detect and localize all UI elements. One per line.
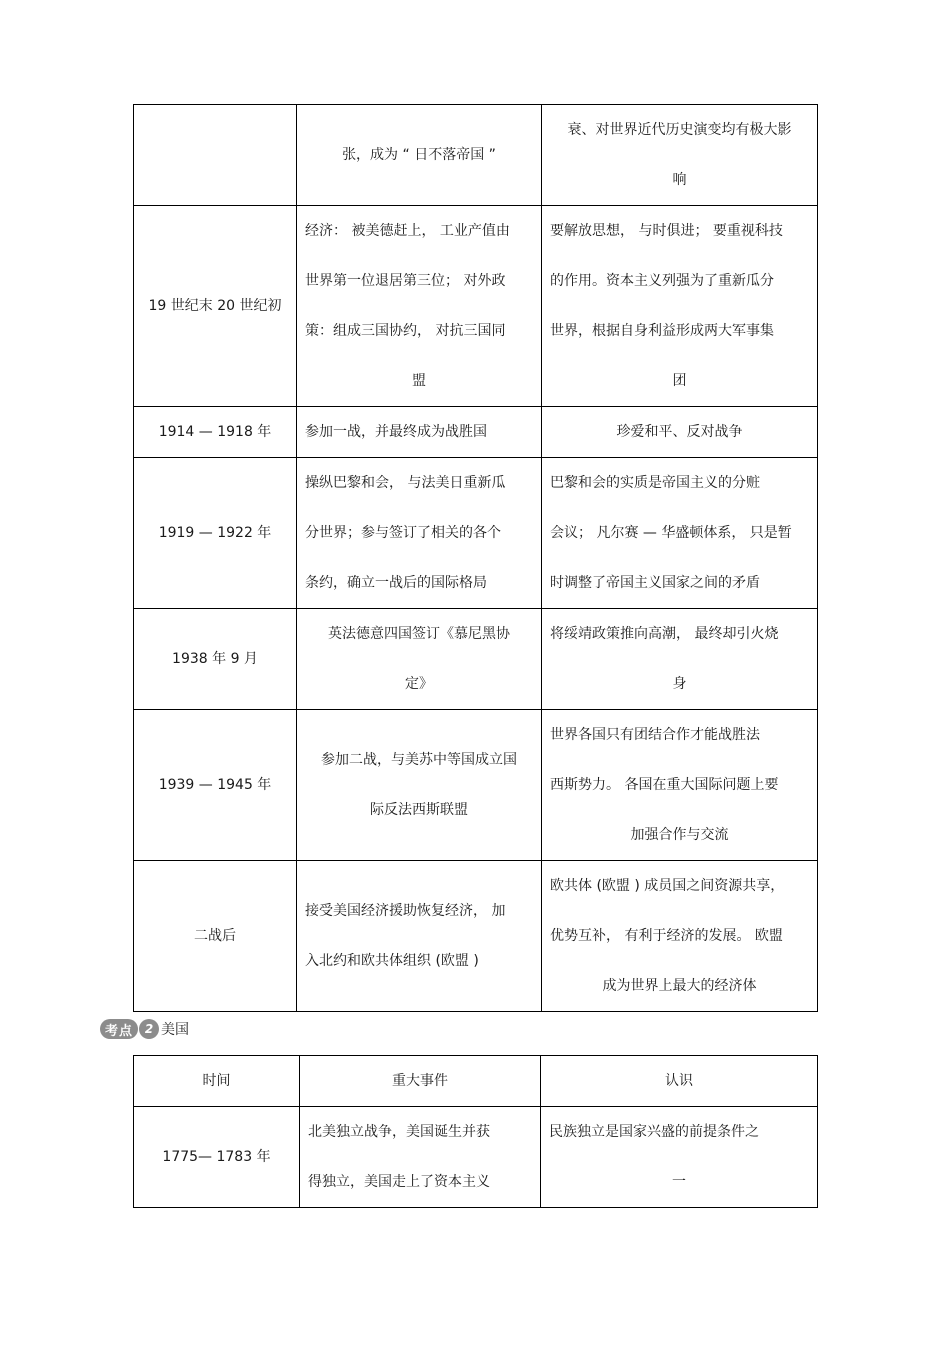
cell-insight: [542, 105, 818, 206]
event-text-line: 得独立，美国走上了资本主义: [308, 1174, 490, 1190]
cell-insight: [542, 710, 818, 861]
time-text-line: 19 世纪末 20 世纪初: [148, 298, 282, 314]
cell-time: [134, 710, 297, 861]
event-text-line: 接受美国经济援助恢复经济， 加: [305, 903, 506, 919]
insight-text-line: 欧共体 (欧盟 ) 成员国之间资源共享，: [550, 878, 785, 894]
cell-event: [297, 609, 542, 710]
event-text-line: 世界第一位退居第三位； 对外政: [305, 273, 506, 289]
event-text-line: 经济： 被美德赶上， 工业产值由: [305, 223, 510, 239]
cell-insight: [542, 609, 818, 710]
event-text-line: 参加一战，并最终成为战胜国: [305, 424, 487, 440]
kaodian-badge: 考点: [100, 1019, 138, 1039]
event-text-line: 分世界；参与签订了相关的各个: [305, 525, 501, 541]
insight-text-line: 西斯势力。 各国在重大国际问题上要: [550, 777, 779, 793]
cell-event: [300, 1107, 541, 1208]
insight-text-line: 世界，根据自身利益形成两大军事集: [550, 323, 774, 339]
insight-text-line: 衰、对世界近代历史演变均有极大影: [567, 122, 792, 138]
table-row: [134, 861, 818, 1012]
insight-text-line: 团: [672, 373, 687, 389]
insight-text-line: 要解放思想， 与时俱进； 要重视科技: [550, 223, 783, 239]
cell-event: [297, 710, 542, 861]
header-time: 时间: [134, 1056, 300, 1107]
cell-time: [134, 458, 297, 609]
event-text-line: 际反法西斯联盟: [370, 802, 468, 818]
section-heading: [100, 1017, 189, 1041]
event-text-line: 北美独立战争，美国诞生并获: [308, 1124, 490, 1140]
table-header-row: [134, 1056, 818, 1107]
header-event: 重大事件: [300, 1056, 541, 1107]
insight-text-line: 身: [672, 676, 687, 692]
table-row: [134, 458, 818, 609]
insight-text-line: 成为世界上最大的经济体: [602, 978, 757, 994]
cell-event: [297, 861, 542, 1012]
cell-insight: [541, 1107, 818, 1208]
table-row: [134, 407, 818, 458]
usa-history-table: [133, 1055, 818, 1208]
insight-text-line: 巴黎和会的实质是帝国主义的分赃: [550, 475, 760, 491]
insight-text-line: 响: [672, 172, 687, 188]
cell-insight: [542, 206, 818, 407]
insight-text-line: 时调整了帝国主义国家之间的矛盾: [550, 575, 760, 591]
event-text-line: 条约，确立一战后的国际格局: [305, 575, 487, 591]
cell-time: [134, 105, 297, 206]
time-text-line: 二战后: [194, 928, 236, 944]
table-row: [134, 206, 818, 407]
table-row: [134, 1107, 818, 1208]
event-text-line: 英法德意四国签订《慕尼黑协: [328, 626, 510, 642]
time-text-line: 1938 年 9 月: [172, 651, 258, 667]
cell-time: [134, 206, 297, 407]
insight-text-line: 加强合作与交流: [630, 827, 729, 843]
event-text-line: 张，成为 “ 日不落帝国 ”: [342, 147, 496, 163]
insight-text-line: 将绥靖政策推向高潮， 最终却引火烧: [550, 626, 779, 642]
event-text-line: 策：组成三国协约， 对抗三国同: [305, 323, 506, 339]
cell-insight: [542, 407, 818, 458]
insight-text-line: 一: [672, 1174, 686, 1190]
cell-time: [134, 407, 297, 458]
event-text-line: 参加二战，与美苏中等国成立国: [321, 752, 517, 768]
insight-text-line: 优势互补， 有利于经济的发展。 欧盟: [550, 928, 783, 944]
event-text-line: 盟: [412, 373, 426, 389]
cell-event: [297, 206, 542, 407]
insight-text-line: 的作用。资本主义列强为了重新瓜分: [550, 273, 774, 289]
cell-event: [297, 458, 542, 609]
time-text-line: 1914 — 1918 年: [158, 424, 272, 440]
insight-text-line: 世界各国只有团结合作才能战胜法: [550, 727, 760, 743]
cell-event: [297, 407, 542, 458]
time-text-line: 1939 — 1945 年: [158, 777, 272, 793]
time-text-line: 1919 — 1922 年: [158, 525, 272, 541]
header-insight: 认识: [541, 1056, 818, 1107]
event-text-line: 定》: [405, 676, 433, 692]
table-row: [134, 609, 818, 710]
cell-insight: [542, 861, 818, 1012]
insight-text-line: 珍爱和平、反对战争: [616, 424, 743, 440]
event-text-line: 入北约和欧共体组织 (欧盟 ): [305, 953, 479, 969]
cell-time: [134, 1107, 300, 1208]
insight-text-line: 民族独立是国家兴盛的前提条件之: [549, 1124, 759, 1140]
section-title: 美国: [161, 1022, 190, 1038]
cell-event: [297, 105, 542, 206]
insight-text-line: 会议； 凡尔赛 — 华盛顿体系， 只是暂: [550, 525, 792, 541]
uk-history-table: [133, 104, 818, 1012]
table-row: [134, 105, 818, 206]
cell-insight: [542, 458, 818, 609]
section-number-icon: 2: [139, 1019, 159, 1039]
event-text-line: 操纵巴黎和会， 与法美日重新瓜: [305, 475, 506, 491]
table-row: [134, 710, 818, 861]
cell-time: [134, 861, 297, 1012]
cell-time: [134, 609, 297, 710]
time-text-line: 1775— 1783 年: [162, 1149, 271, 1165]
